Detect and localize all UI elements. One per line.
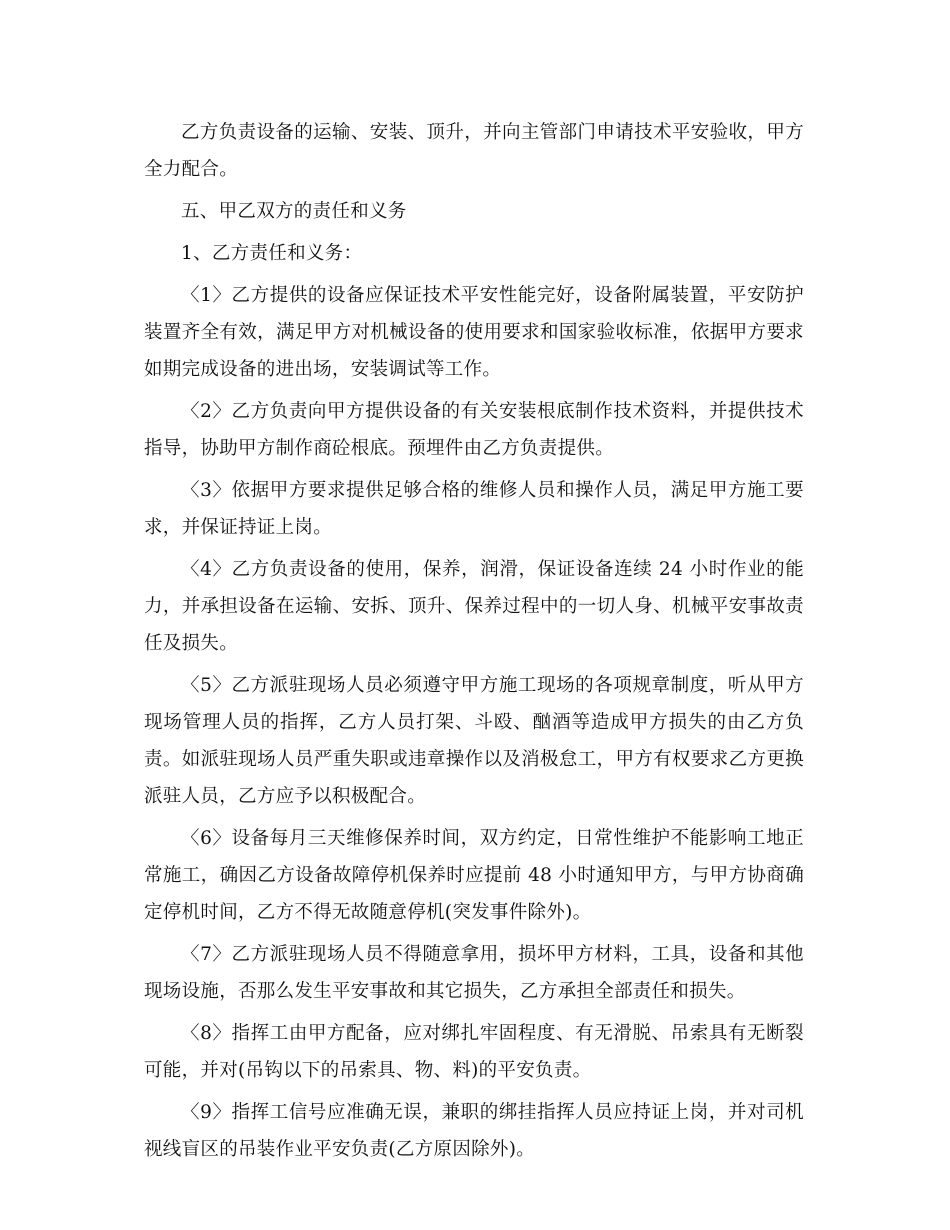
clause-7: 〈7〉乙方派驻现场人员不得随意拿用，损坏甲方材料，工具，设备和其他现场设施，否那么发生平安事故和其它损失，乙方承担全部责任和损失。 <box>144 944 804 1002</box>
clause-9: 〈9〉指挥工信号应准确无误，兼职的绑挂指挥人员应持证上岗，并对司机视线盲区的吊装作业平安负责(乙方原因除外)。 <box>144 1102 804 1160</box>
clause-4: 〈4〉乙方负责设备的使用，保养，润滑，保证设备连续 24 小时作业的能力，并承担设备在运输、安拆、顶升、保养过程中的一切人身、机械平安事故责任及损失。 <box>144 559 804 654</box>
document-body <box>144 114 804 1173</box>
subsection-heading-one: 1、乙方责任和义务： <box>181 243 363 264</box>
clause-2: 〈2〉乙方负责向甲方提供设备的有关安装根底制作技术资料，并提供技术指导，协助甲方制作商砼根底。预埋件由乙方负责提供。 <box>144 401 804 459</box>
clause-1: 〈1〉乙方提供的设备应保证技术平安性能完好，设备附属装置，平安防护装置齐全有效，满足甲方对机械设备的使用要求和国家验收标准，依据甲方要求如期完成设备的进出场，安装调试等工作。 <box>144 285 804 380</box>
clause-5: 〈5〉乙方派驻现场人员必须遵守甲方施工现场的各项规章制度，听从甲方现场管理人员的指挥，乙方人员打架、斗殴、酗酒等造成甲方损失的由乙方负责。如派驻现场人员严重失职或违章操作以及消极怠工，甲方有权要求乙方更换派驻人员，乙方应予以积极配合。 <box>144 675 804 807</box>
section-heading-five: 五、甲乙双方的责任和义务 <box>181 201 407 222</box>
paragraph-intro: 乙方负责设备的运输、安装、顶升，并向主管部门申请技术平安验收，甲方全力配合。 <box>144 122 804 180</box>
clause-3: 〈3〉依据甲方要求提供足够合格的维修人员和操作人员，满足甲方施工要求，并保证持证上岗。 <box>144 480 804 538</box>
clause-8: 〈8〉指挥工由甲方配备，应对绑扎牢固程度、有无滑脱、吊索具有无断裂可能，并对(吊钩以下的吊索具、物、料)的平安负责。 <box>144 1023 804 1081</box>
clause-6: 〈6〉设备每月三天维修保养时间，双方约定，日常性维护不能影响工地正常施工，确因乙方设备故障停机保养时应提前 48 小时通知甲方，与甲方协商确定停机时间，乙方不得无故随意停机(突发事件除外)。 <box>144 828 804 923</box>
